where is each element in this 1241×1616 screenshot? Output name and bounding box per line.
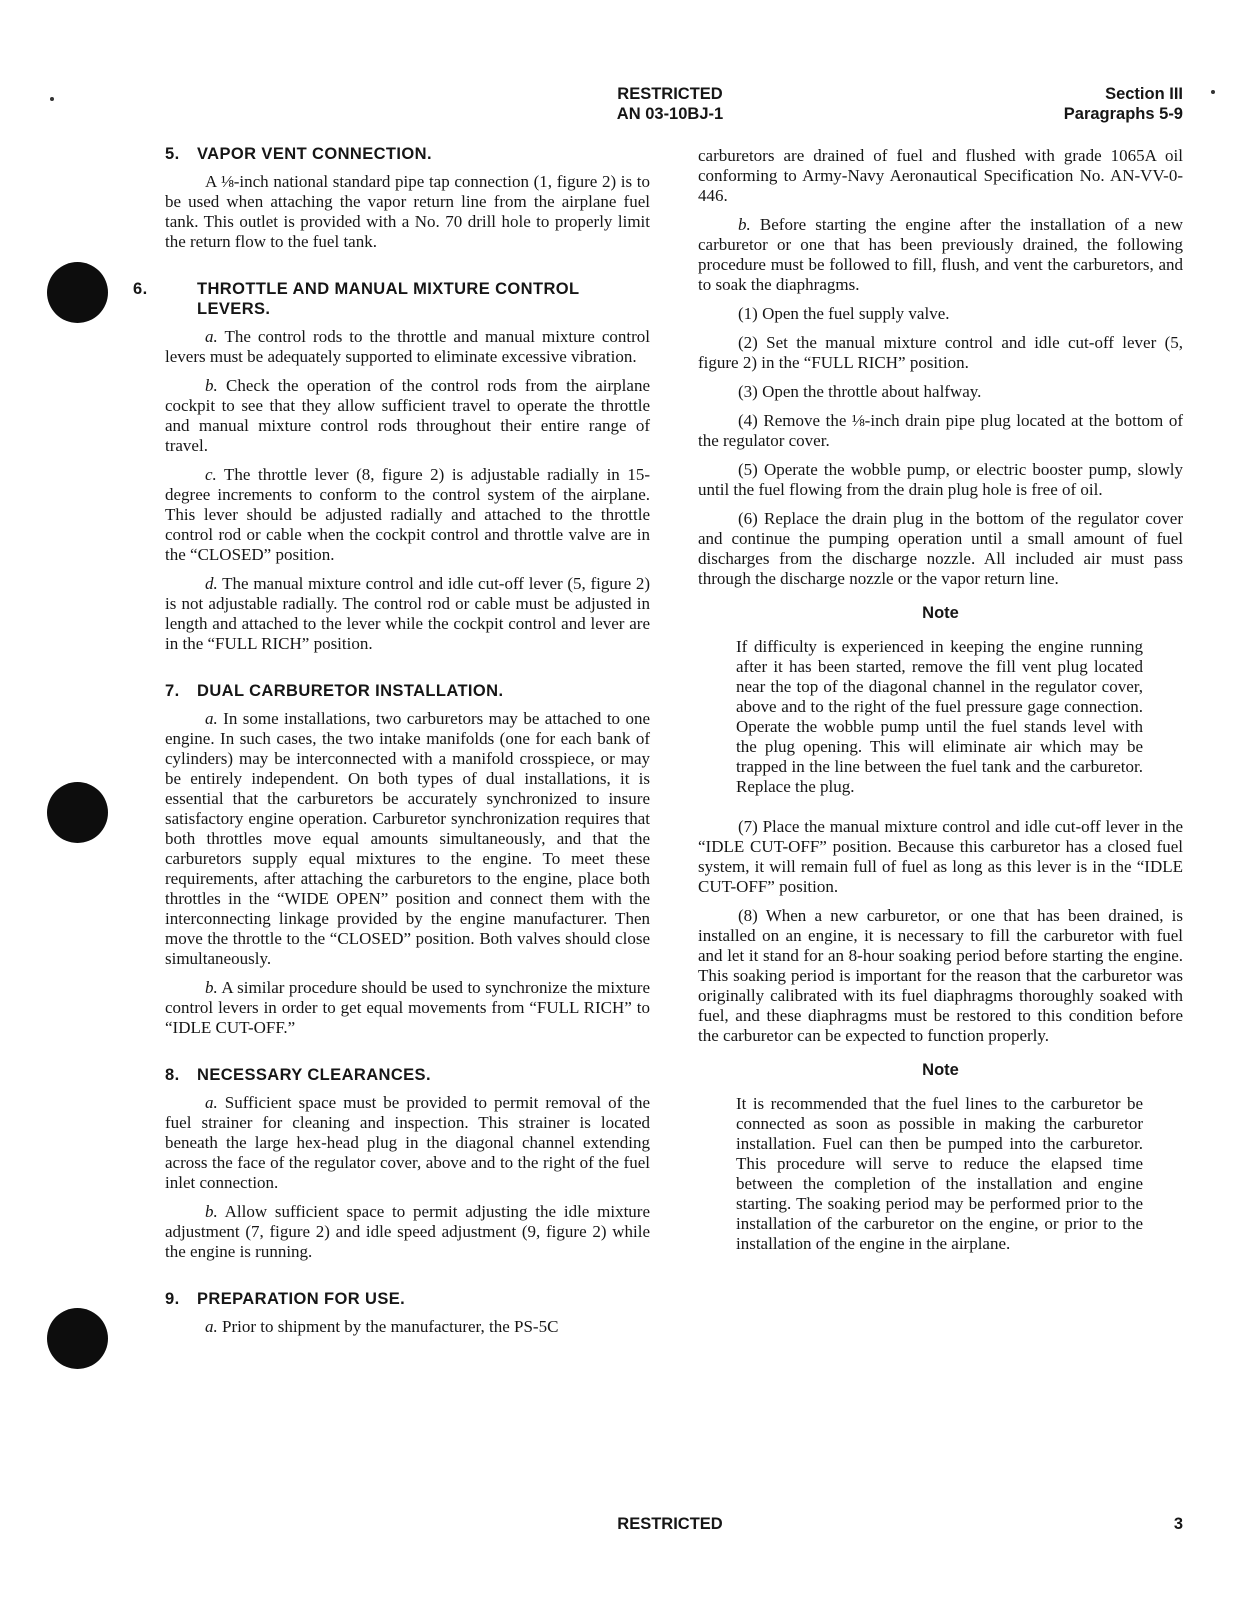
footer-classification: RESTRICTED <box>617 1515 723 1533</box>
note-heading: Note <box>922 1061 959 1079</box>
right-column <box>698 146 1183 1274</box>
section-heading: 9. PREPARATION FOR USE. <box>165 1290 406 1308</box>
section-heading: 5. VAPOR VENT CONNECTION. <box>165 145 432 163</box>
procedure-step: (4) Remove the ⅛-inch drain pipe plug located at the bottom of the regulator cover. <box>698 411 1183 450</box>
paragraph: A ⅛-inch national standard pipe tap connection (1, figure 2) is to be used when attaching the vapor return line from the airplane fuel tank. This outlet is provided with a No. 70 drill hole to properly limit the return flow to the fuel tank. <box>165 172 650 251</box>
paragraph: d. The manual mixture control and idle cut-off lever (5, figure 2) is not adjustable radially. The control rod or cable must be adjusted in length and attached to the lever while the cockpit control and lever are in the “FULL RICH” position. <box>165 574 650 653</box>
scan-speck <box>50 97 54 101</box>
document-number: AN 03-10BJ-1 <box>616 105 724 123</box>
paragraph: b. Check the operation of the control rods from the airplane cockpit to see that they allow sufficient travel to operate the throttle and manual mixture control rods throughout their entire range of travel. <box>165 376 650 455</box>
paragraph: c. The throttle lever (8, figure 2) is adjustable radially in 15-degree increments to conform to the control system of the airplane. This lever should be adjusted radially and attached to the throttle control rod or cable when the cockpit control and throttle valve are in the “CLOSED” position. <box>165 465 650 564</box>
procedure-step: (5) Operate the wobble pump, or electric booster pump, slowly until the fuel flowing from the drain plug hole is free of oil. <box>698 460 1183 499</box>
section-reference <box>960 84 1183 124</box>
procedure-step: (3) Open the throttle about halfway. <box>738 382 982 401</box>
paragraph: a. Sufficient space must be provided to permit removal of the fuel strainer for cleaning and inspection. This strainer is located beneath the large hex-head plug in the diagonal channel extending across the face of the regulator cover, above and to the right of the fuel inlet connection. <box>165 1093 650 1192</box>
left-column <box>133 144 651 1346</box>
procedure-step: (8) When a new carburetor, or one that has been drained, is installed on an engine, it is necessary to fill the carburetor with fuel and let it stand for an 8-hour soaking period before starting the engine. This soaking period is important for the reason that the carburetor was originally calibrated with its fuel diaphragms thoroughly soaked with fuel, and these diaphragms must be restored to this condition before the carburetor can be expected to function properly. <box>698 906 1183 1045</box>
paragraph-continued: carburetors are drained of fuel and flushed with grade 1065A oil conforming to Army-Navy Aeronautical Specification No. AN-VV-0-446. <box>698 146 1183 205</box>
document-header <box>560 84 780 124</box>
section-heading: 6. THROTTLE AND MANUAL MIXTURE CONTROL LEVERS. <box>133 280 580 318</box>
section-heading: 7. DUAL CARBURETOR INSTALLATION. <box>165 682 504 700</box>
paragraph: a. In some installations, two carburetors may be attached to one engine. In such cases, the two intake manifolds (one for each bank of cylinders) may be interconnected with a manifold crosspiece, or may be entirely independent. On both types of dual installations, it is essential that the carburetors be accurately synchronized to insure satisfactory engine operation. Carburetor synchronization requires that both throttles move equal amounts simultaneously, and that the carburetors supply equal mixtures to the engine. To meet these requirements, after attaching the carburetors to the engine, place both throttles in the “WIDE OPEN” position and connect them with the interconnecting linkage provided by the engine manufacturer. Then move the throttle to the “CLOSED” position. Both valves should close simultaneously. <box>165 709 650 968</box>
note-text: If difficulty is experienced in keeping the engine running after it has been started, remove the fill vent plug located near the top of the diagonal channel in the regulator cover, above and to the right of the fuel pressure gage connection. Operate the wobble pump until the fuel stands level with the plug opening. This will eliminate air which may be trapped in the line between the fuel tank and the carburetor. Replace the plug. <box>736 637 1143 796</box>
procedure-step: (1) Open the fuel supply valve. <box>738 304 950 323</box>
page-number: 3 <box>1173 1515 1183 1533</box>
classification-label: RESTRICTED <box>617 85 723 103</box>
paragraph: b. Before starting the engine after the installation of a new carburetor or one that has been previously drained, the following procedure must be followed to fill, flush, and vent the carburetors, and to soak the diaphragms. <box>698 215 1184 294</box>
procedure-step: (6) Replace the drain plug in the bottom of the regulator cover and continue the pumping operation until a small amount of fuel discharges from the discharge nozzle. All included air must pass through the discharge nozzle or the vapor return line. <box>698 509 1183 588</box>
paragraph: b. Allow sufficient space to permit adjusting the idle mixture adjustment (7, figure 2) and idle speed adjustment (9, figure 2) while the engine is running. <box>165 1202 650 1261</box>
punch-hole-top <box>47 262 108 323</box>
paragraph: a. Prior to shipment by the manufacturer, the PS-5C <box>205 1317 559 1336</box>
procedure-step: (7) Place the manual mixture control and idle cut-off lever in the “IDLE CUT-OFF” position. Because this carburetor has a closed fuel system, it will remain full of fuel as long as this lever is in the “IDLE CUT-OFF” position. <box>698 817 1183 896</box>
paragraph: b. A similar procedure should be used to synchronize the mixture control levers in order to get equal movements from “FULL RICH” to “IDLE CUT-OFF.” <box>165 978 651 1037</box>
section-heading: 8. NECESSARY CLEARANCES. <box>165 1066 431 1084</box>
procedure-step: (2) Set the manual mixture control and idle cut-off lever (5, figure 2) in the “FULL RICH” position. <box>698 333 1183 372</box>
section-label: Section III <box>1105 85 1183 103</box>
punch-hole-bottom <box>47 1308 108 1369</box>
note-text: It is recommended that the fuel lines to the carburetor be connected as soon as possible in making the carburetor installation. Fuel can then be pumped into the carburetor. This procedure will serve to reduce the elapsed time between the completion of the installation and engine starting. The soaking period may be performed prior to the installation of the carburetor on the engine, or prior to the installation of the engine in the airplane. <box>736 1094 1143 1253</box>
paragraphs-label: Paragraphs 5-9 <box>1063 105 1183 123</box>
punch-hole-middle <box>47 782 108 843</box>
scan-speck <box>1211 90 1215 94</box>
note-heading: Note <box>922 604 959 622</box>
paragraph: a. The control rods to the throttle and manual mixture control levers must be adequately supported to eliminate excessive vibration. <box>165 327 651 366</box>
